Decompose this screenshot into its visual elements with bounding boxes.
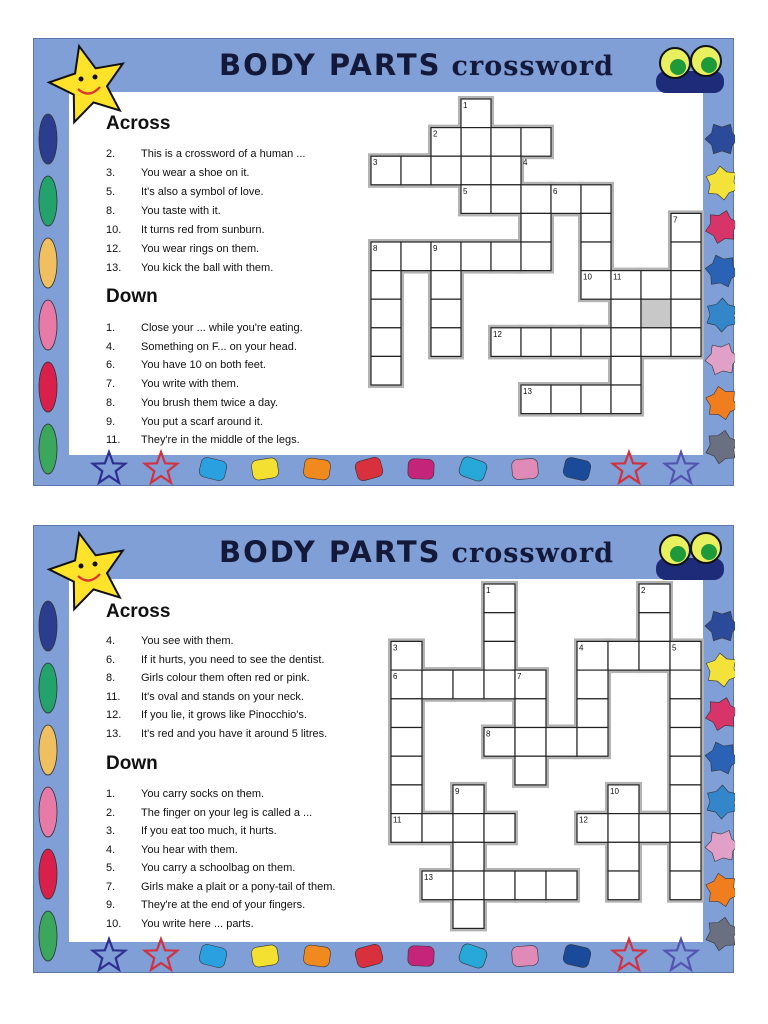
cell-number: 1 bbox=[486, 586, 491, 595]
title-main: BODY PARTS bbox=[219, 48, 442, 82]
clue-number: 12. bbox=[106, 243, 122, 255]
cell-number: 5 bbox=[463, 186, 468, 196]
title-sub: crossword bbox=[451, 51, 614, 82]
clue-number: 6. bbox=[106, 653, 116, 666]
cell-number: 4 bbox=[523, 158, 528, 168]
side-blob-decoration bbox=[706, 211, 736, 244]
side-blob-decoration bbox=[39, 849, 57, 899]
side-blob-decoration bbox=[39, 911, 57, 961]
side-blob-decoration bbox=[303, 944, 332, 967]
across-heading: Across bbox=[106, 113, 171, 134]
clue-text: It's oval and stands on your neck. bbox=[141, 690, 304, 703]
side-blob-decoration bbox=[511, 458, 538, 480]
side-blob-decoration bbox=[39, 601, 57, 651]
side-blob-decoration bbox=[354, 943, 384, 969]
side-blob-decoration bbox=[39, 238, 57, 288]
title-sub: crossword bbox=[451, 538, 614, 569]
clue-text: Girls make a plait or a pony-tail of them. bbox=[141, 880, 336, 893]
clue-number: 4. bbox=[106, 843, 116, 856]
clue-text: They're at the end of your fingers. bbox=[141, 899, 306, 911]
side-blob-decoration bbox=[457, 455, 488, 482]
star-decoration bbox=[665, 939, 697, 970]
down-heading: Down bbox=[106, 286, 158, 307]
clue-number: 10. bbox=[106, 224, 122, 236]
clue-number: 3. bbox=[106, 167, 116, 179]
star-decoration bbox=[145, 939, 177, 970]
clue-text: You taste with it. bbox=[141, 205, 221, 217]
side-blob-decoration bbox=[39, 300, 57, 350]
side-blob-decoration bbox=[408, 946, 435, 967]
cell-number: 12 bbox=[579, 815, 588, 825]
smiling-star-icon bbox=[49, 46, 123, 122]
clue-number: 5. bbox=[106, 186, 116, 198]
side-blob-decoration bbox=[706, 653, 735, 687]
side-blob-decoration bbox=[198, 943, 228, 969]
side-blob-decoration bbox=[39, 663, 57, 713]
side-blob-decoration bbox=[354, 456, 384, 482]
clue-text: Something on F... on your head. bbox=[141, 340, 297, 353]
clue-number: 6. bbox=[106, 359, 116, 372]
clue-number: 8. bbox=[106, 396, 116, 409]
side-blob-decoration bbox=[706, 430, 735, 463]
clue-number: 1. bbox=[106, 788, 116, 800]
clue-text: It turns red from sunburn. bbox=[141, 224, 265, 236]
side-blob-decoration bbox=[562, 943, 592, 968]
clue-text: Close your ... while you're eating. bbox=[141, 322, 303, 334]
cell-number: 3 bbox=[373, 158, 378, 168]
cell-number: 6 bbox=[553, 186, 558, 196]
side-blob-decoration bbox=[705, 255, 735, 287]
cell-number: 13 bbox=[424, 873, 433, 882]
clue-text: If you eat too much, it hurts. bbox=[141, 825, 277, 837]
star-decoration bbox=[93, 939, 125, 970]
side-blob-decoration bbox=[457, 942, 488, 969]
side-blob-decoration bbox=[707, 298, 735, 332]
clue-text: You wear a shoe on it. bbox=[141, 167, 250, 179]
cell-number: 1 bbox=[463, 101, 468, 110]
clue-number: 2. bbox=[106, 148, 116, 160]
side-blob-decoration bbox=[706, 166, 735, 200]
side-blob-decoration bbox=[408, 459, 435, 480]
clue-text: You carry a schoolbag on them. bbox=[141, 862, 296, 874]
worksheet-card-1 bbox=[33, 38, 734, 486]
clue-number: 4. bbox=[106, 635, 116, 647]
star-decoration bbox=[93, 452, 125, 483]
cell-number: 11 bbox=[393, 815, 402, 825]
side-blob-decoration bbox=[705, 124, 735, 153]
cell-number: 7 bbox=[673, 215, 678, 225]
side-blob-decoration bbox=[251, 457, 280, 481]
side-blob-decoration bbox=[705, 742, 735, 774]
clue-number: 13. bbox=[106, 727, 122, 740]
frog-eyes-icon bbox=[656, 533, 724, 580]
clue-number: 10. bbox=[106, 917, 122, 930]
side-blob-decoration bbox=[705, 344, 735, 375]
clue-text: You kick the ball with them. bbox=[141, 262, 274, 274]
clue-number: 8. bbox=[106, 205, 116, 217]
down-heading: Down bbox=[106, 753, 158, 774]
clue-text: It's red and you have it around 5 litres. bbox=[141, 727, 328, 740]
clue-text: You write with them. bbox=[141, 378, 240, 391]
cell-number: 5 bbox=[672, 643, 677, 653]
star-decoration bbox=[613, 939, 645, 970]
side-blob-decoration bbox=[39, 362, 57, 412]
side-blob-decoration bbox=[511, 945, 538, 967]
clue-text: You brush them twice a day. bbox=[141, 396, 278, 409]
side-blob-decoration bbox=[706, 698, 736, 731]
clue-number: 9. bbox=[106, 415, 116, 428]
decorations bbox=[34, 39, 735, 487]
side-blob-decoration bbox=[39, 424, 57, 474]
clue-number: 11. bbox=[106, 690, 121, 703]
cell-number: 2 bbox=[641, 586, 646, 595]
cell-number: 6 bbox=[393, 672, 398, 682]
side-blob-decoration bbox=[705, 611, 735, 640]
side-blob-decoration bbox=[705, 831, 735, 862]
star-decoration bbox=[613, 452, 645, 483]
side-blob-decoration bbox=[39, 725, 57, 775]
clue-text: If it hurts, you need to see the dentist. bbox=[141, 653, 325, 666]
cell-number: 12 bbox=[493, 329, 502, 339]
side-blob-decoration bbox=[198, 456, 228, 482]
clue-text: You wear rings on them. bbox=[141, 243, 260, 255]
side-blob-decoration bbox=[707, 785, 735, 819]
frog-eyes-icon bbox=[656, 46, 724, 93]
across-heading: Across bbox=[106, 601, 171, 622]
clue-number: 1. bbox=[106, 322, 116, 334]
star-decoration bbox=[145, 452, 177, 483]
cell-number: 8 bbox=[486, 729, 491, 739]
side-blob-decoration bbox=[706, 873, 735, 906]
worksheet-card-2 bbox=[33, 525, 734, 973]
clue-text: You hear with them. bbox=[141, 843, 238, 856]
clue-number: 5. bbox=[106, 862, 116, 874]
cell-number: 8 bbox=[373, 244, 378, 253]
clue-text: You carry socks on them. bbox=[141, 788, 265, 800]
clue-text: You put a scarf around it. bbox=[141, 415, 263, 428]
cell-number: 10 bbox=[610, 786, 619, 796]
clue-text: If you lie, it grows like Pinocchio's. bbox=[141, 709, 307, 721]
clue-number: 13. bbox=[106, 262, 122, 274]
side-blob-decoration bbox=[251, 944, 280, 968]
cell-number: 3 bbox=[393, 643, 398, 653]
side-blob-decoration bbox=[303, 457, 332, 480]
clue-text: You see with them. bbox=[141, 635, 234, 647]
clue-number: 7. bbox=[106, 880, 116, 893]
clue-number: 11. bbox=[106, 434, 121, 447]
clue-text: You write here ... parts. bbox=[141, 917, 254, 930]
clue-text: They're in the middle of the legs. bbox=[141, 434, 300, 447]
clue-number: 2. bbox=[106, 806, 116, 819]
cell-number: 9 bbox=[433, 244, 438, 253]
smiling-star-icon bbox=[49, 533, 123, 609]
decorations bbox=[34, 526, 735, 974]
title-main: BODY PARTS bbox=[219, 535, 442, 569]
clue-text: Girls colour them often red or pink. bbox=[141, 672, 310, 684]
cell-number: 11 bbox=[613, 272, 622, 282]
clue-number: 7. bbox=[106, 378, 116, 391]
cell-number: 4 bbox=[579, 643, 584, 653]
side-blob-decoration bbox=[562, 456, 592, 481]
clue-number: 9. bbox=[106, 899, 116, 911]
star-decoration bbox=[665, 452, 697, 483]
side-blob-decoration bbox=[39, 787, 57, 837]
side-blob-decoration bbox=[706, 386, 735, 419]
cell-number: 10 bbox=[583, 272, 592, 282]
clue-number: 3. bbox=[106, 825, 116, 837]
clue-number: 8. bbox=[106, 672, 116, 684]
clue-text: This is a crossword of a human ... bbox=[141, 148, 306, 160]
side-blob-decoration bbox=[706, 917, 735, 950]
side-blob-decoration bbox=[39, 176, 57, 226]
cell-number: 9 bbox=[455, 786, 460, 796]
clue-number: 4. bbox=[106, 340, 116, 353]
clue-text: You have 10 on both feet. bbox=[141, 359, 266, 372]
clue-text: It's also a symbol of love. bbox=[141, 186, 264, 198]
cell-number: 7 bbox=[517, 672, 522, 682]
cell-number: 13 bbox=[523, 387, 532, 396]
clue-text: The finger on your leg is called a ... bbox=[141, 806, 313, 819]
cell-number: 2 bbox=[433, 129, 438, 139]
clue-number: 12. bbox=[106, 709, 122, 721]
side-blob-decoration bbox=[39, 114, 57, 164]
